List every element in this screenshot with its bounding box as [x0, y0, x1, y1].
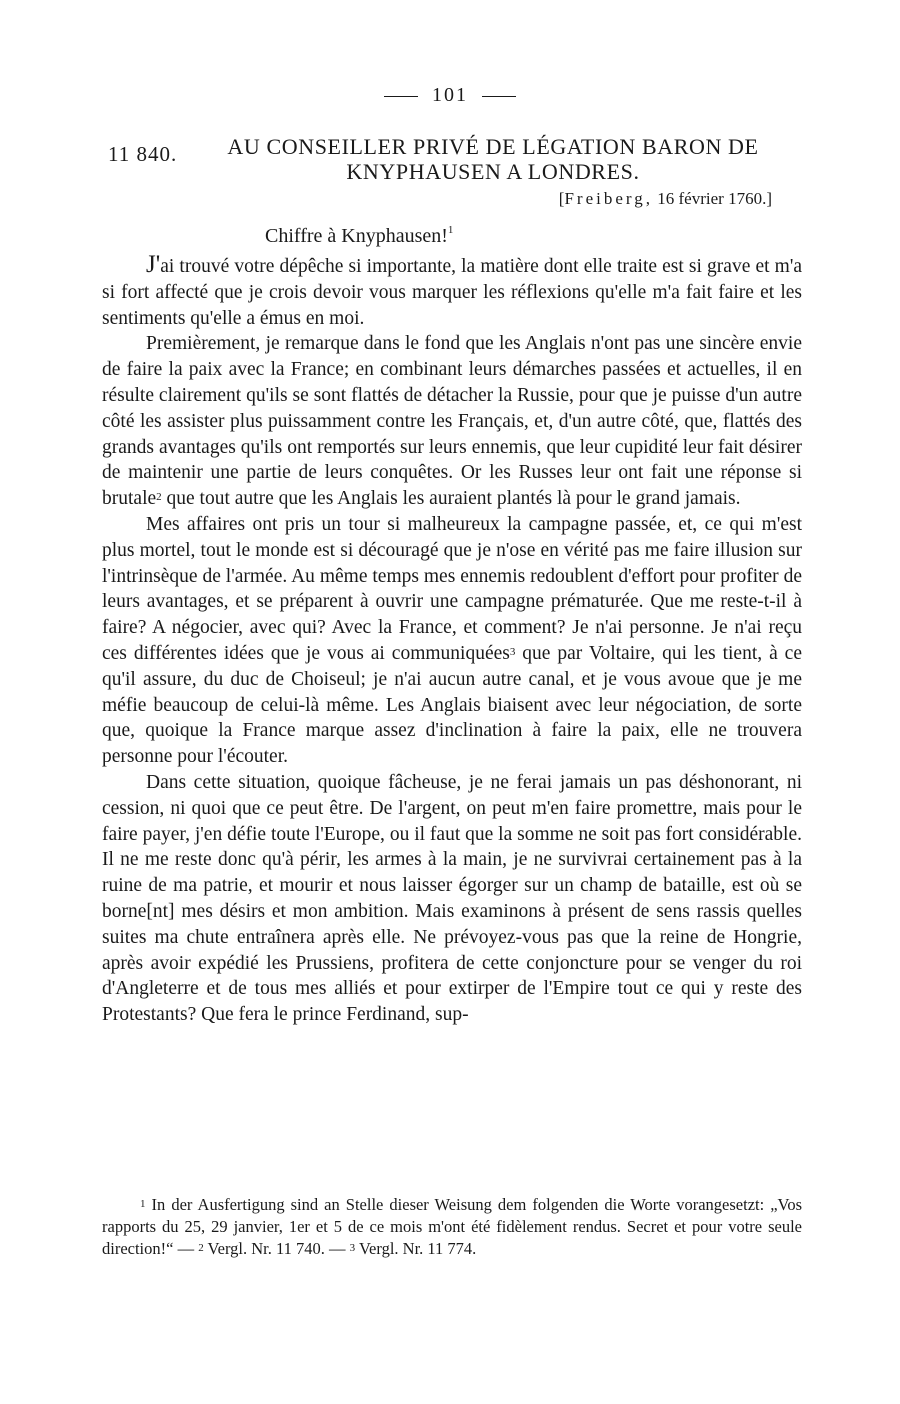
paragraph-1: J'ai trouvé votre dépêche si importante, la matière dont elle traite est si grave et m'a si fort affecté que je crois devoir vous marquer les réflexions qu'elle m'a fait faire et les sentiments qu'elle a émus en moi.: [102, 251, 802, 329]
page-number: [0, 84, 900, 107]
page-number-rule-left: [384, 96, 418, 97]
footnote-block: [102, 1194, 802, 1260]
footnote-ref-1: 1: [447, 224, 454, 236]
footnote-ref-2: 2: [156, 491, 162, 504]
footnotes: [102, 1194, 802, 1260]
paragraph-3-part-b: que par Voltaire, qui les tient, à ce qu'il assure, du duc de Choiseul; je n'ai aucun autre canal, et je vous avoue que je me méfie beaucoup de celui-là même. Les Anglais biaisent avec leur négociation, de sorte que, quoique la France marque assez d'inclination à faire la paix, elle ne trouvera personne pour l'écouter.: [102, 642, 802, 768]
paragraph-2-part-a: Premièrement, je remarque dans le fond que les Anglais n'ont pas une sincère envie de faire la paix avec la France; en combinant leurs démarches passées et actuelles, il en résulte clairement qu'ils se sont flattés de détacher la Russie, pour que je puisse d'un autre côté les assister plus puissamment contre les Français, et, d'un autre côté, que, flattés des grands avantages qu'ils ont remportés sur leurs ennemis, que leur cupidité leur fait désirer de maintenir une partie de leurs conquêtes. Or les Russes leur ont fait une réponse si brutale: [102, 333, 802, 510]
footnote-1-marker: 1: [140, 1198, 146, 1210]
cipher-note-text: Chiffre à Knyphausen!: [265, 225, 448, 247]
paragraph-3-part-a: Mes affaires ont pris un tour si malheureux la campagne passée, et, ce qui m'est plus mortel, tout le monde est si découragé que je n'ose en vérité pas me faire illusion sur l'intrinsèque de l'armée. Au même temps mes ennemis redoublent d'effort pour profiter de leurs avantages, et se préparent à ouvrir une campagne prématurée. Que me reste-t-il à faire? A négocier, avec qui? Avec la France, et comment? Je n'ai personne. Je n'ai reçu ces différentes idées que je vous ai communiquées: [102, 513, 802, 664]
footnote-3-text: Vergl. Nr. 11 774.: [358, 1239, 477, 1258]
paragraph-4: Dans cette situation, quoique fâcheuse, je ne ferai jamais un pas déshonorant, ni cession, ni quoi que ce peut être. De l'argent, on peut m'en faire promettre, mais pour le faire payer, j'en défie toute l'Europe, ou il faut que la somme ne soit pas fort considérable. Il ne me reste donc qu'à périr, les armes à la main, je ne survivrai certainement pas à la ruine de ma patrie, et mourir et nous laisser égorger sur un champ de bataille, est où se borne[nt] mes désirs et mon ambition. Mais examinons à présent de sens rassis quelles suites ma chute entraînera après elle. Ne prévoyez-vous pas que la reine de Hongrie, après avoir expédié les Prussiens, profitera de cette conjoncture pour se venger du roi d'Angleterre et de tous mes alliés et pour extirper de l'Empire tout ce qui y reste des Protestants? Que fera le prince Ferdinand, sup-: [102, 771, 802, 1026]
paragraph-2: [102, 331, 802, 512]
footnote-2-marker: 2: [198, 1242, 204, 1254]
page-number-text: 101: [432, 84, 468, 106]
letter-title: [198, 134, 788, 184]
footnote-ref-3: 3: [509, 645, 516, 658]
footnote-2-text: Vergl. Nr. 11 740. —: [207, 1239, 346, 1258]
letter-body: [102, 252, 802, 1028]
letter-heading: [108, 134, 788, 184]
page-number-rule-right: [482, 96, 516, 97]
cipher-note: [265, 225, 453, 248]
letter-date: 16 février 1760.: [657, 189, 767, 208]
letter-place: Freiberg,: [564, 189, 654, 208]
footnote-1-text: In der Ausfertigung sind an Stelle dieser Weisung dem folgenden die Worte vorangesetzt: „Vos rapports du 25, 29 janvier, 1er et 5 de ce mois m'ont été fidèlement rendus. Secret et pour votre seule direction!“ —: [102, 1195, 803, 1258]
place-date: [Freiberg, 16 février 1760.]: [558, 189, 772, 208]
paragraph-2-part-b: que tout autre que les Anglais les auraient plantés là pour le grand jamais.: [161, 488, 741, 510]
footnote-3-marker: 3: [349, 1242, 356, 1254]
letter-number: 11 840.: [108, 142, 178, 166]
letter-title-line-2: KNYPHAUSEN A LONDRES.: [346, 159, 640, 184]
paragraph-3: [102, 512, 802, 770]
letter-title-line-1: AU CONSEILLER PRIVÉ DE LÉGATION BARON DE: [227, 134, 759, 159]
